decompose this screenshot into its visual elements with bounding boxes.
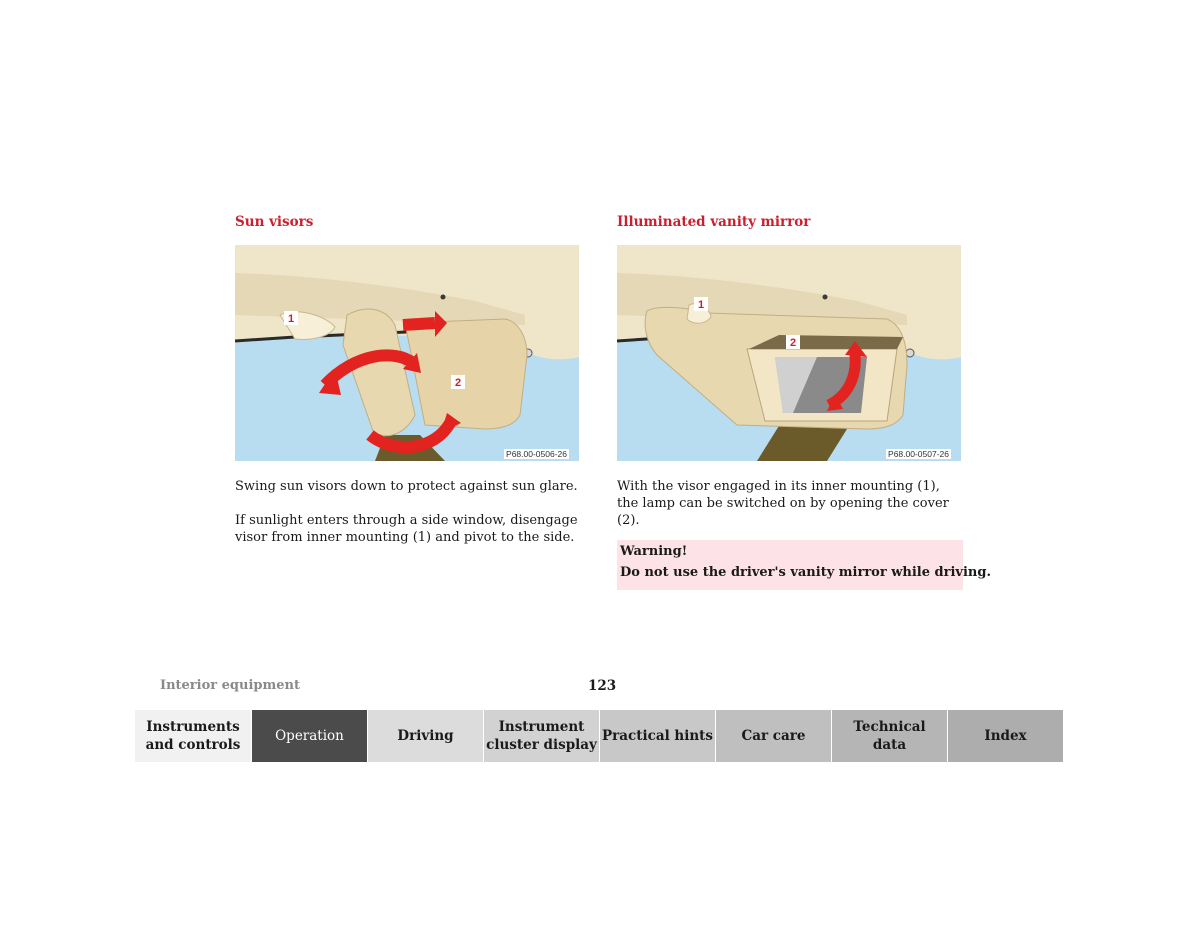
figure-code: P68.00-0506-26	[506, 449, 567, 459]
tab-technical-data[interactable]: Technical data	[831, 710, 947, 762]
callout-2: 2	[454, 377, 462, 389]
callout-1: 1	[697, 299, 705, 311]
tab-practical-hints[interactable]: Practical hints	[599, 710, 715, 762]
callout-2: 2	[789, 337, 797, 349]
top-arrow	[403, 323, 435, 325]
tab-driving[interactable]: Driving	[367, 710, 483, 762]
vanity-mirror-section	[617, 214, 991, 590]
warning-text: Do not use the driver's vanity mirror while driving.	[620, 565, 991, 580]
paragraph: With the visor engaged in its inner mounting (1), the lamp can be switched on by opening the cover (2).	[617, 479, 949, 528]
sun-visor-drawing	[235, 245, 579, 461]
paragraph: Swing sun visors down to protect against sun glare.	[235, 479, 578, 494]
visor-panel	[405, 319, 527, 429]
sun-visors-heading: Sun visors	[235, 214, 314, 230]
vanity-mirror-illustration	[617, 245, 961, 461]
tab-index[interactable]: Index	[947, 710, 1063, 762]
screw	[823, 295, 828, 300]
callout-1: 1	[287, 313, 295, 325]
tab-instrument-cluster-display[interactable]: Instrument cluster display	[483, 710, 599, 762]
figure-code: P68.00-0507-26	[888, 449, 949, 459]
sun-visor-illustration	[235, 245, 579, 461]
tab-car-care[interactable]: Car care	[715, 710, 831, 762]
chapter-tabs	[135, 710, 1063, 762]
warning-box	[617, 540, 991, 590]
warning-title: Warning!	[620, 544, 688, 559]
screw	[441, 295, 446, 300]
vanity-mirror-drawing	[617, 245, 961, 461]
tab-operation[interactable]: Operation	[251, 710, 367, 762]
page-number: 123	[588, 678, 617, 694]
section-name: Interior equipment	[160, 678, 300, 693]
vanity-mirror-heading: Illuminated vanity mirror	[617, 214, 811, 230]
paragraph: If sunlight enters through a side window, disengage visor from inner mounting (1) and pivot to the side.	[235, 513, 578, 545]
pivot-screw	[906, 349, 914, 357]
sun-visors-section	[235, 214, 581, 546]
tab-instruments-and-controls[interactable]: Instruments and controls	[135, 710, 251, 762]
